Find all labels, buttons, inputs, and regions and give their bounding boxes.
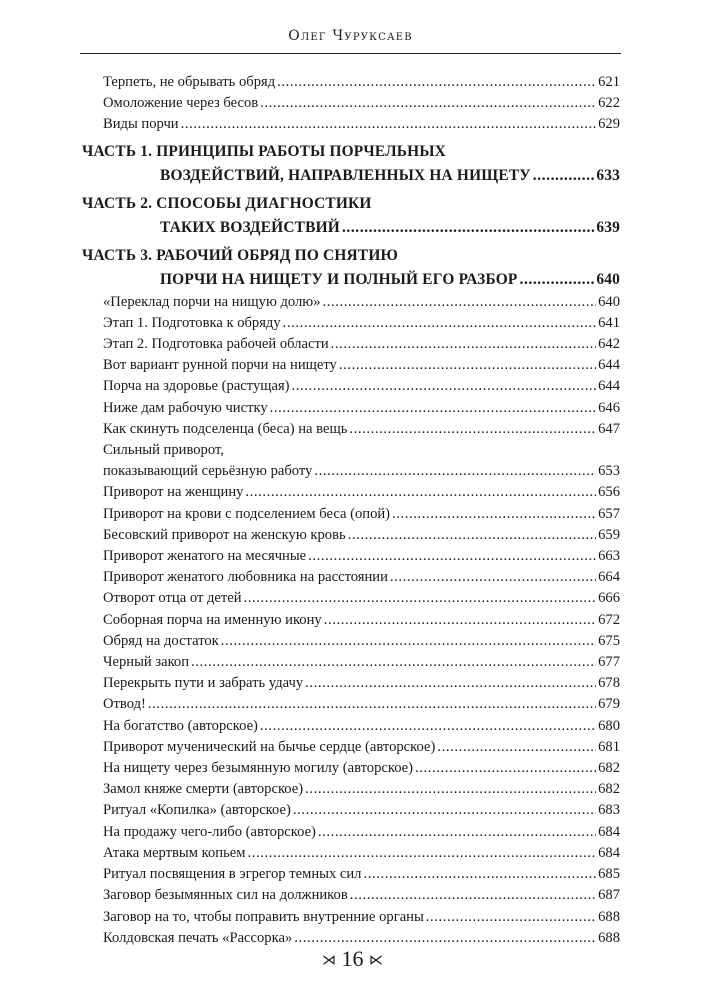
toc-leader-dots bbox=[392, 504, 596, 525]
toc-leader-dots bbox=[308, 546, 596, 567]
toc-leader-dots bbox=[148, 694, 596, 715]
toc-leader-dots bbox=[292, 376, 597, 397]
toc-leader-dots bbox=[342, 216, 594, 240]
toc-leader-dots bbox=[247, 843, 596, 864]
toc-entry bbox=[82, 546, 620, 567]
toc-entry-title: Терпеть, не обрывать обряд bbox=[103, 74, 276, 90]
toc-entry-title: Ниже дам рабочую чистку bbox=[103, 399, 268, 416]
toc-part-line1: ЧАСТЬ 3. РАБОЧИЙ ОБРЯД ПО СНЯТИЮ bbox=[82, 246, 399, 264]
toc-entry-page: 642 bbox=[598, 336, 620, 353]
ornament-left-icon: ⋊ bbox=[322, 953, 336, 969]
toc-part-heading bbox=[82, 192, 620, 240]
toc-part-page: 640 bbox=[596, 270, 620, 288]
toc-parts bbox=[82, 140, 620, 292]
toc-entry-page: 672 bbox=[598, 611, 620, 628]
page-footer bbox=[0, 946, 705, 972]
toc-part-line2 bbox=[82, 268, 620, 292]
toc-entry-title: Этап 1. Подготовка к обряду bbox=[103, 314, 281, 331]
toc-entry-page: 663 bbox=[598, 548, 620, 565]
toc-entry-page: 629 bbox=[598, 116, 620, 133]
toc-entry-page: 682 bbox=[598, 760, 620, 777]
toc-pre-items bbox=[82, 72, 620, 136]
toc-entry bbox=[82, 631, 620, 652]
toc-entry-page: 685 bbox=[598, 866, 620, 883]
toc-leader-dots bbox=[533, 164, 595, 188]
toc-leader-dots bbox=[181, 114, 596, 135]
toc-entry bbox=[82, 907, 620, 928]
toc-entry bbox=[82, 72, 620, 93]
toc-entry bbox=[82, 419, 620, 440]
toc-entry-page: 653 bbox=[598, 463, 620, 480]
toc-entry-title: Ритуал «Копилка» (авторское) bbox=[103, 802, 291, 819]
toc-leader-dots bbox=[260, 716, 596, 737]
toc-entry-page: 644 bbox=[598, 378, 620, 395]
page-number: 16 bbox=[341, 946, 364, 971]
toc-entry bbox=[82, 588, 620, 609]
toc-part-line2 bbox=[82, 164, 620, 188]
toc-entry-page: 688 bbox=[598, 929, 620, 946]
toc-entry-title: На продажу чего-либо (авторское) bbox=[103, 823, 316, 840]
toc-part-heading bbox=[82, 244, 620, 292]
toc-entry bbox=[82, 313, 620, 334]
toc-entry bbox=[82, 334, 620, 355]
toc-entry bbox=[82, 673, 620, 694]
toc-entry-title: Бесовский приворот на женскую кровь bbox=[103, 526, 346, 543]
toc-entry-page: 621 bbox=[598, 74, 620, 90]
toc-entry-page: 688 bbox=[598, 908, 620, 925]
toc-entry bbox=[82, 800, 620, 821]
toc-leader-dots bbox=[426, 907, 596, 928]
running-header: Олег Чуруксаев bbox=[288, 28, 413, 44]
table-of-contents bbox=[82, 72, 620, 949]
toc-entry-title: Приворот женатого любовника на расстоянии bbox=[103, 569, 388, 586]
toc-entry-title: Вот вариант рунной порчи на нищету bbox=[103, 357, 337, 374]
toc-leader-dots bbox=[305, 779, 596, 800]
toc-entry-title: Отворот отца от детей bbox=[103, 590, 242, 607]
toc-leader-dots bbox=[331, 334, 596, 355]
toc-leader-dots bbox=[348, 525, 596, 546]
toc-entry-page: 647 bbox=[598, 420, 620, 437]
toc-entry-title: «Переклад порчи на нищую долю» bbox=[103, 293, 321, 310]
toc-entry bbox=[82, 737, 620, 758]
toc-leader-dots bbox=[437, 737, 596, 758]
toc-leader-dots bbox=[293, 800, 596, 821]
toc-entry-title: показывающий серьёзную работу bbox=[103, 463, 313, 480]
toc-entry-page: 684 bbox=[598, 844, 620, 861]
toc-entry-page: 641 bbox=[598, 314, 620, 331]
toc-leader-dots bbox=[245, 482, 596, 503]
toc-entry bbox=[82, 114, 620, 135]
toc-part-line1: ЧАСТЬ 2. СПОСОБЫ ДИАГНОСТИКИ bbox=[82, 194, 372, 212]
toc-entry-title: Приворот мученический на бычье сердце (авторское) bbox=[103, 738, 436, 755]
ornament-right-icon: ⋉ bbox=[369, 953, 383, 969]
toc-leader-dots bbox=[191, 652, 596, 673]
toc-entry-page: 677 bbox=[598, 654, 620, 671]
toc-entry-page: 622 bbox=[598, 95, 620, 112]
toc-entry bbox=[82, 376, 620, 397]
toc-entry-title: Виды порчи bbox=[103, 116, 179, 133]
toc-entry-page: 678 bbox=[598, 675, 620, 692]
toc-entry-page: 680 bbox=[598, 717, 620, 734]
toc-entry-title: Приворот на крови с подселением беса (опой) bbox=[103, 505, 391, 522]
toc-entry-page: 664 bbox=[598, 569, 620, 586]
toc-part-line2 bbox=[82, 216, 620, 240]
toc-entry-title: Замол княже смерти (авторское) bbox=[103, 781, 304, 798]
toc-leader-dots bbox=[349, 419, 596, 440]
toc-entry-title: Омоложение через бесов bbox=[103, 95, 259, 112]
toc-entry-page: 687 bbox=[598, 887, 620, 904]
toc-entry-title: Отвод! bbox=[103, 696, 146, 713]
header-rule bbox=[80, 53, 621, 54]
toc-entry-title: Приворот женатого на месячные bbox=[103, 548, 307, 565]
toc-leader-dots bbox=[221, 631, 596, 652]
toc-entry-page: 683 bbox=[598, 802, 620, 819]
toc-entry-title: На богатство (авторское) bbox=[103, 717, 258, 734]
toc-entry bbox=[82, 716, 620, 737]
toc-entry-page: 681 bbox=[598, 738, 620, 755]
toc-entry-page: 659 bbox=[598, 526, 620, 543]
toc-entry-title: Перекрыть пути и забрать удачу bbox=[103, 675, 304, 692]
toc-entry-title: Обряд на достаток bbox=[103, 632, 219, 649]
toc-part-heading bbox=[82, 140, 620, 188]
toc-entry-title: На нищету через безымянную могилу (авторское) bbox=[103, 760, 414, 777]
toc-leader-dots bbox=[520, 268, 595, 292]
toc-entry-page: 679 bbox=[598, 696, 620, 713]
toc-entry-title: Приворот на женщину bbox=[103, 484, 244, 501]
toc-entry bbox=[82, 93, 620, 114]
toc-leader-dots bbox=[390, 567, 596, 588]
toc-entry bbox=[82, 461, 620, 482]
toc-entry-title: Соборная порча на именную икону bbox=[103, 611, 322, 628]
toc-entry-page: 682 bbox=[598, 781, 620, 798]
toc-entry-title: Колдовская печать «Рассорка» bbox=[103, 929, 293, 946]
toc-entry-title-line1: Сильный приворот, bbox=[103, 442, 224, 459]
toc-entry-page: 646 bbox=[598, 399, 620, 416]
toc-entry-title: Ритуал посвящения в эгрегор темных сил bbox=[103, 866, 362, 883]
toc-entry bbox=[82, 525, 620, 546]
toc-part-page: 639 bbox=[596, 218, 620, 236]
toc-leader-dots bbox=[260, 93, 596, 114]
toc-part-title: ПОРЧИ НА НИЩЕТУ И ПОЛНЫЙ ЕГО РАЗБОР bbox=[160, 270, 518, 288]
toc-entry-title: Как скинуть подселенца (беса) на вещь bbox=[103, 420, 348, 437]
toc-entry bbox=[82, 885, 620, 906]
toc-entry bbox=[82, 843, 620, 864]
toc-entry bbox=[82, 398, 620, 419]
toc-entry-page: 656 bbox=[598, 484, 620, 501]
toc-part-title: ТАКИХ ВОЗДЕЙСТВИЙ bbox=[160, 218, 340, 236]
toc-entry-title: Заговор безымянных сил на должников bbox=[103, 887, 348, 904]
toc-leader-dots bbox=[305, 673, 596, 694]
toc-entry bbox=[82, 504, 620, 525]
toc-part-title: ВОЗДЕЙСТВИЙ, НАПРАВЛЕННЫХ НА НИЩЕТУ bbox=[160, 166, 531, 184]
toc-entry-page: 657 bbox=[598, 505, 620, 522]
toc-leader-dots bbox=[283, 313, 596, 334]
toc-entry bbox=[82, 482, 620, 503]
toc-entry bbox=[82, 822, 620, 843]
toc-entry bbox=[82, 292, 620, 313]
toc-leader-dots bbox=[363, 864, 596, 885]
toc-entry bbox=[82, 779, 620, 800]
toc-entry-page: 675 bbox=[598, 632, 620, 649]
toc-leader-dots bbox=[415, 758, 596, 779]
toc-part-page: 633 bbox=[596, 166, 620, 184]
toc-leader-dots bbox=[323, 292, 597, 313]
toc-entry bbox=[82, 567, 620, 588]
toc-entry bbox=[82, 694, 620, 715]
toc-entry-page: 640 bbox=[598, 293, 620, 310]
toc-leader-dots bbox=[277, 72, 596, 93]
toc-entry-title: Заговор на то, чтобы поправить внутренние органы bbox=[103, 908, 424, 925]
toc-leader-dots bbox=[350, 885, 596, 906]
toc-leader-dots bbox=[324, 610, 596, 631]
toc-entry bbox=[82, 652, 620, 673]
toc-entry-title: Атака мертвым копьем bbox=[103, 844, 246, 861]
toc-leader-dots bbox=[314, 461, 596, 482]
toc-entry-title: Этап 2. Подготовка рабочей области bbox=[103, 336, 329, 353]
toc-entry-title: Порча на здоровье (растущая) bbox=[103, 378, 290, 395]
toc-entry bbox=[82, 355, 620, 376]
toc-entry-title: Черный закоп bbox=[103, 654, 190, 671]
toc-entry bbox=[82, 610, 620, 631]
toc-items bbox=[82, 292, 620, 949]
toc-leader-dots bbox=[270, 398, 596, 419]
toc-entry-page: 684 bbox=[598, 823, 620, 840]
toc-entry-page: 644 bbox=[598, 357, 620, 374]
toc-entry-page: 666 bbox=[598, 590, 620, 607]
toc-entry bbox=[82, 758, 620, 779]
toc-part-line1: ЧАСТЬ 1. ПРИНЦИПЫ РАБОТЫ ПОРЧЕЛЬНЫХ bbox=[82, 142, 446, 160]
toc-leader-dots bbox=[339, 355, 596, 376]
toc-entry bbox=[82, 864, 620, 885]
toc-leader-dots bbox=[318, 822, 596, 843]
toc-leader-dots bbox=[244, 588, 597, 609]
